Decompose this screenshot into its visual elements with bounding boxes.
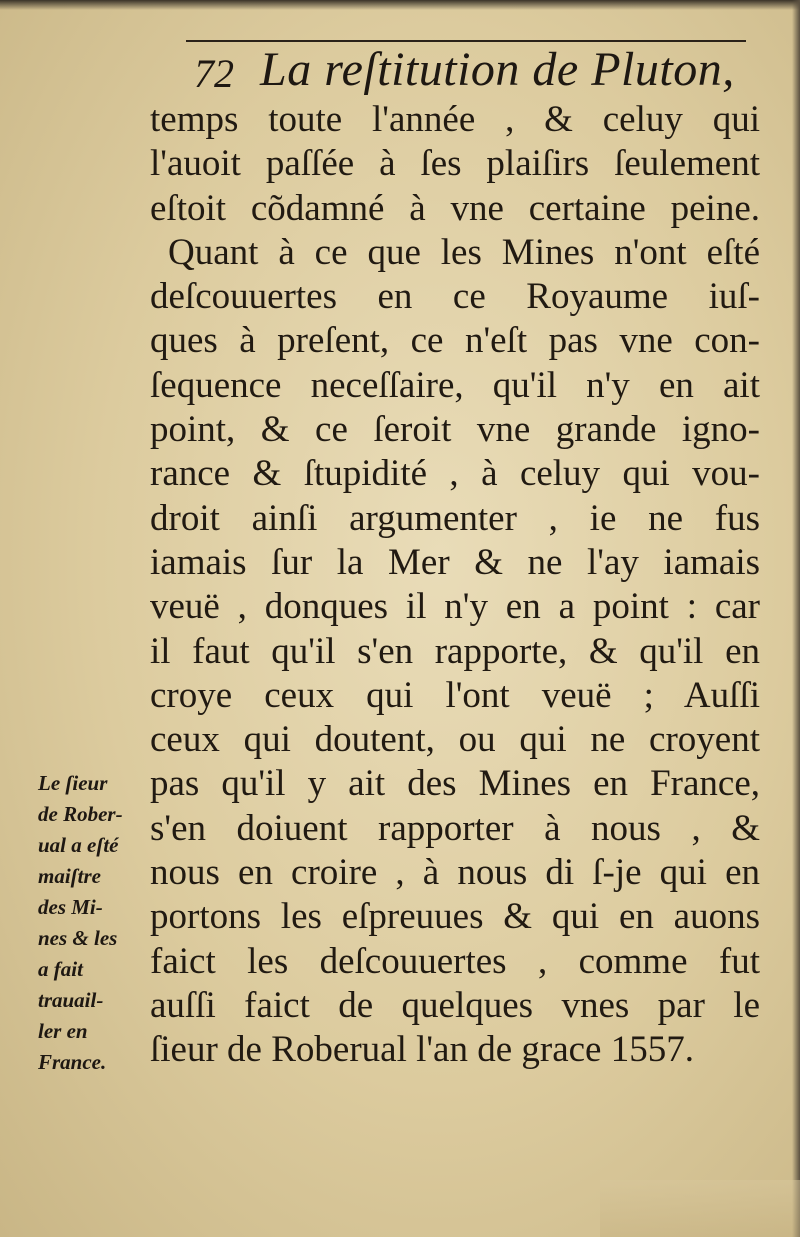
marginal-note-line: Le ſieur [38,771,108,795]
text-line: ſequence neceſſaire, qu'il n'y en ait [150,364,760,406]
marginal-note-line: ler en [38,1019,88,1043]
text-line: Quant à ce que les Mines n'ont eſté [168,231,760,273]
page-number: 72 [194,51,234,96]
text-line: deſcouuertes en ce Royaume iuſ- [150,276,760,318]
marginal-note-line: France. [38,1050,107,1074]
text-line: il faut qu'il s'en rapporte, & qu'il en [150,630,760,672]
page-header [186,40,746,102]
page-fold-shadow [600,1180,800,1237]
text-line: s'en doiuent rapporter à nous , & [150,807,760,849]
text-line: faict les deſcouuertes , comme fut [150,940,760,982]
text-line: ques à preſent, ce n'eſt pas vne con- [150,320,760,362]
text-line: l'auoit paſſée à ſes plaiſirs ſeulement [150,143,760,185]
body-text [150,98,760,1073]
text-line: eſtoit cõdamné à vne certaine peine. [150,187,760,229]
marginal-note [38,768,156,1078]
marginal-note-line: maiſtre [38,864,101,888]
marginal-note-line: ual a eſté [38,833,119,857]
marginal-note-line: nes & les [38,926,118,950]
text-line: rance & ſtupidité , à celuy qui vou- [150,453,760,495]
text-line: pas qu'il y ait des Mines en France, [150,763,760,805]
marginal-note-line: de Rober- [38,802,123,826]
text-line: portons les eſpreuues & qui en auons [150,896,760,938]
text-line: temps toute l'année , & celuy qui [150,99,760,140]
text-line: droit ainſi argumenter , ie ne fus [150,497,760,539]
text-line: iamais ſur la Mer & ne l'ay iamais [150,541,760,583]
text-line: ſieur de Roberual l'an de grace 1557. [150,1029,694,1071]
marginal-note-line: trauail- [38,988,104,1012]
text-line: nous en croire , à nous di ſ-je qui en [150,852,760,894]
marginal-note-line: des Mi- [38,895,103,919]
marginal-note-line: a fait [38,957,83,981]
text-line: veuë , donques il n'y en a point : car [150,586,760,628]
text-line: croye ceux qui l'ont veuë ; Auſſi [150,674,760,716]
text-line: ceux qui doutent, ou qui ne croyent [150,719,760,761]
text-line: point, & ce ſeroit vne grande igno- [150,409,760,451]
page-top-shadow [0,0,800,10]
running-title: La reſtitution de Pluton, [260,43,735,96]
text-line: auſſi faict de quelques vnes par le [150,984,760,1026]
page-right-shadow [792,0,800,1237]
